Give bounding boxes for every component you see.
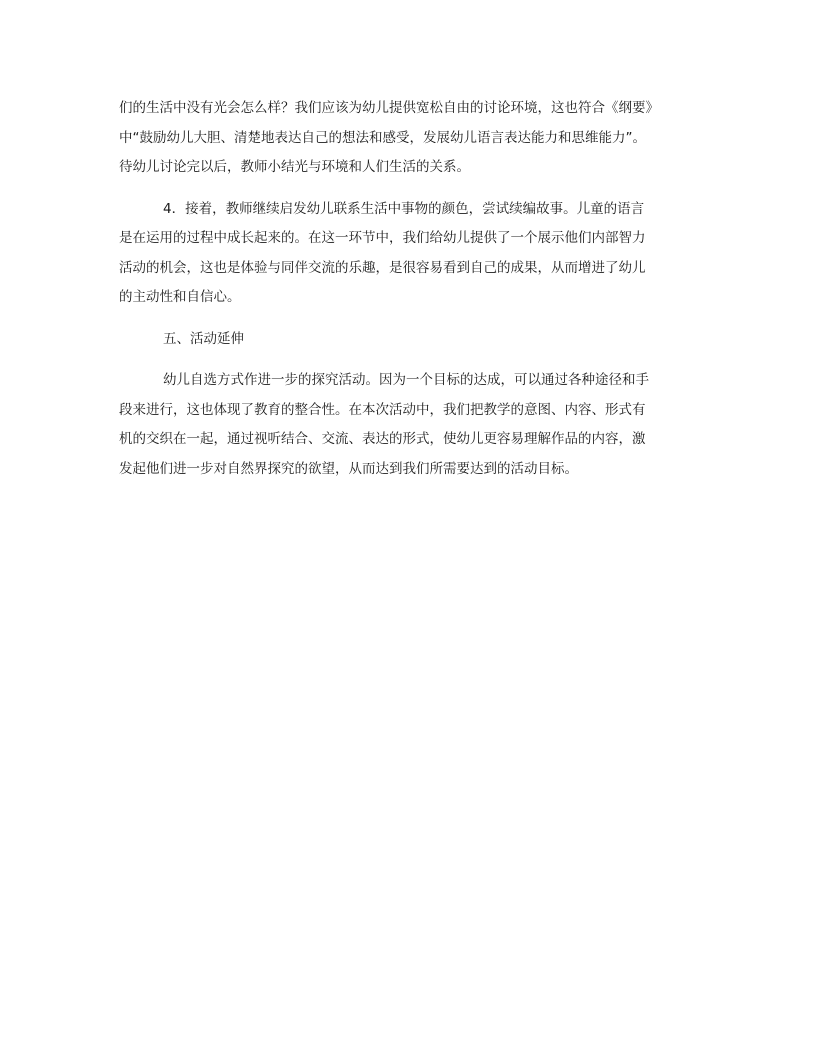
text-line: 4．接着，教师继续启发幼儿联系生活中事物的颜色，尝试续编故事。儿童的语言 — [163, 200, 645, 217]
section-heading: 五、活动延伸 — [163, 330, 244, 347]
paragraph-spacing — [119, 354, 699, 366]
text-line: 机的交织在一起，通过视听结合、交流、表达的形式，使幼儿更容易理解作品的内容，激 — [119, 431, 646, 447]
text-line: 中“鼓励幼儿大胆、清楚地表达自己的想法和感受，发展幼儿语言表达能力和思维能力”。 — [119, 129, 646, 146]
text-line: 们的生活中没有光会怎么样？我们应该为幼儿提供宽松自由的讨论环境，这也符合《纲要》 — [119, 100, 659, 116]
text-line: 幼儿自选方式作进一步的探究活动。因为一个目标的达成，可以通过各种途径和手 — [163, 372, 649, 388]
document-body — [119, 94, 699, 484]
paragraph-spacing — [119, 183, 699, 195]
text-line: 的主动性和自信心。 — [119, 289, 241, 305]
text-line: 活动的机会，这也是体验与同伴交流的乐趣，是很容易看到自己的成果，从而增进了幼儿 — [119, 259, 646, 276]
paragraph-step-4 — [119, 195, 699, 313]
text-line: 是在运用的过程中成长起来的。在这一环节中，我们给幼儿提供了一个展示他们内部智力 — [119, 230, 646, 246]
text-line: 待幼儿讨论完以后，教师小结光与环境和人们生活的关系。 — [119, 159, 470, 175]
paragraph-light-discussion — [119, 94, 699, 183]
text-line: 段来进行，这也体现了教育的整合性。在本次活动中，我们把教学的意图、内容、形式有 — [119, 401, 646, 418]
section-heading-block — [119, 325, 699, 355]
paragraph-activity-extension — [119, 366, 699, 484]
text-line: 发起他们进一步对自然界探究的欲望，从而达到我们所需要达到的活动目标。 — [119, 460, 578, 477]
paragraph-spacing — [119, 313, 699, 325]
